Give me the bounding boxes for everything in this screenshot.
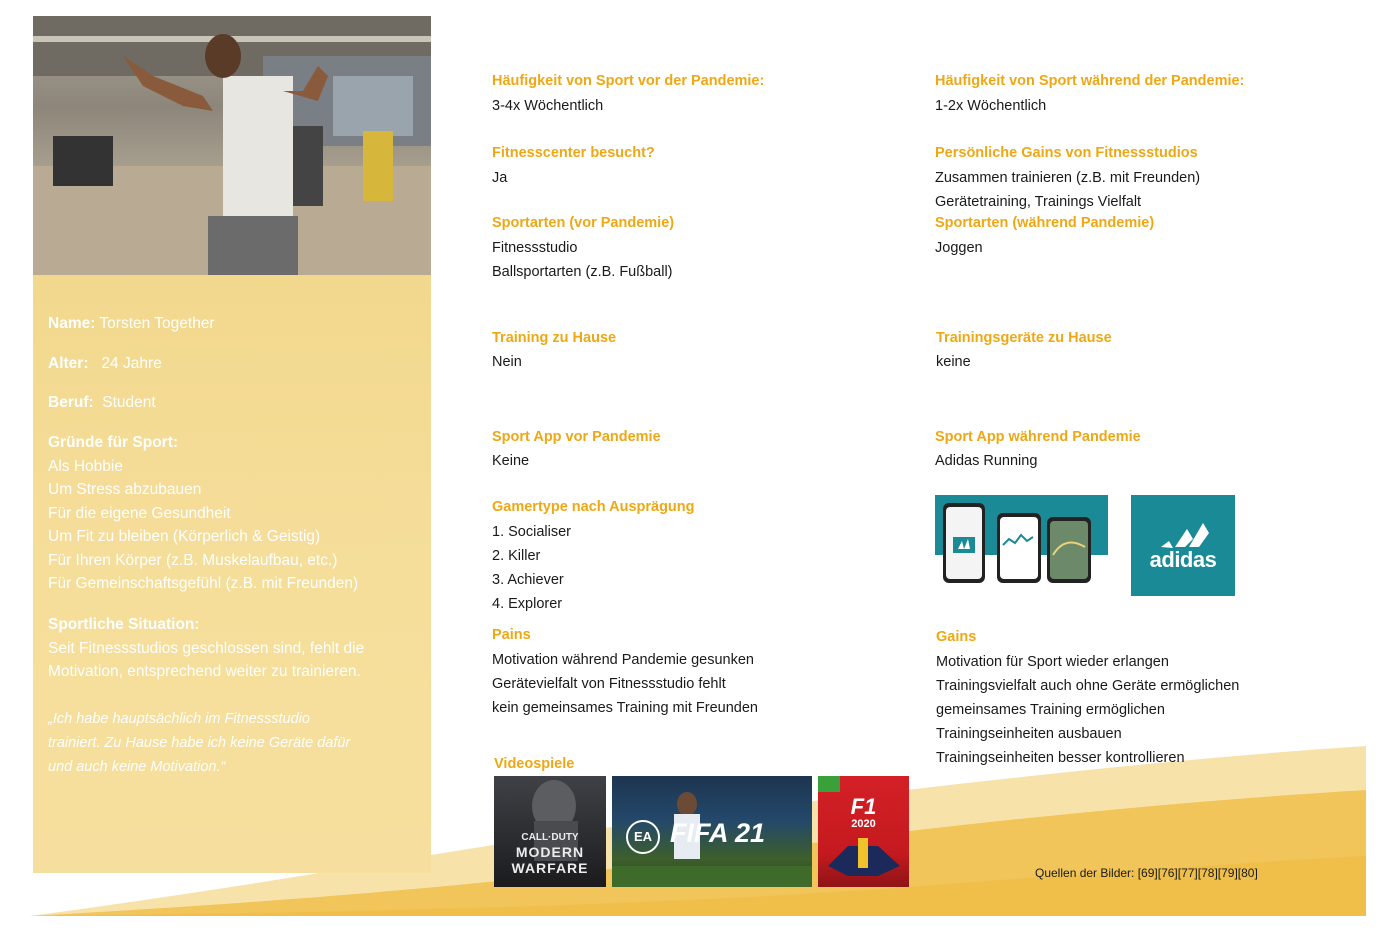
home-equipment-value: keine xyxy=(936,354,971,370)
gamertype-item: 2. Killer xyxy=(492,548,541,564)
gain-item: gemeinsames Training ermöglichen xyxy=(936,702,1165,718)
persona-age: Alter: 24 Jahre xyxy=(48,355,162,372)
freq-before-value: 3-4x Wöchentlich xyxy=(492,98,604,114)
app-during-value: Adidas Running xyxy=(935,453,1038,469)
freq-before-label: Häufigkeit von Sport vor der Pandemie: xyxy=(492,73,765,89)
fifa21-title: FIFA 21 xyxy=(670,818,766,848)
sports-during-value: Joggen xyxy=(935,240,983,256)
home-training-value: Nein xyxy=(492,354,522,370)
adidas-logo-text: adidas xyxy=(1149,547,1217,572)
gamertype-item: 4. Explorer xyxy=(492,596,563,612)
app-before-value: Keine xyxy=(492,453,530,469)
app-during-label: Sport App während Pandemie xyxy=(935,429,1141,445)
reason-item: Als Hobbie xyxy=(48,457,123,475)
image-sources: Quellen der Bilder: [69][76][77][78][79][80] xyxy=(1035,866,1258,880)
pains-label: Pains xyxy=(492,627,531,643)
adidas-app-screenshots xyxy=(935,495,1108,583)
reason-item: Für Ihren Körper (z.B. Muskelaufbau, etc.) xyxy=(48,551,338,569)
pains-values xyxy=(492,648,758,720)
gains-label: Gains xyxy=(936,629,977,645)
home-equipment-label: Trainingsgeräte zu Hause xyxy=(936,330,1112,346)
pain-item: Motivation während Pandemie gesunken xyxy=(492,652,754,668)
gain-item: Motivation für Sport wieder erlangen xyxy=(936,654,1169,670)
gamertype-item: 3. Achiever xyxy=(492,572,564,588)
gym-visited-value: Ja xyxy=(492,170,508,186)
gains-values xyxy=(936,650,1239,770)
freq-during-value: 1-2x Wöchentlich xyxy=(935,98,1047,114)
ea-logo: EA xyxy=(626,820,660,854)
gain-item: Trainingseinheiten besser kontrollieren xyxy=(936,750,1185,766)
persona-panel xyxy=(33,275,431,873)
f1-2020-cover: F1 2020 xyxy=(818,776,909,887)
fifa21-cover xyxy=(612,776,812,887)
reason-item: Für die eigene Gesundheit xyxy=(48,504,231,522)
gain-item: Trainingsvielfalt auch ohne Geräte ermöglichen xyxy=(936,678,1240,694)
reason-item: Für Gemeinschaftsgefühl (z.B. mit Freunden) xyxy=(48,575,359,592)
app-before-label: Sport App vor Pandemie xyxy=(492,429,661,445)
sports-during-label: Sportarten (während Pandemie) xyxy=(935,215,1155,231)
gamertype-item: 1. Socialiser xyxy=(492,524,571,540)
persona-reasons: Gründe für Sport: Als Hobbie Um Stress abzubauen Für die eigene Gesundheit Um Fit zu bleiben (Körperlich & Geistig) Für Ihren Körper (z.B. Muskelaufbau, etc.) Für Gemeinschaftsgefühl (z.B. mit Freunden) xyxy=(48,434,359,592)
pain-item: Gerätevielfalt von Fitnessstudio fehlt xyxy=(492,676,726,692)
sports-before-label: Sportarten (vor Pandemie) xyxy=(492,215,675,231)
persona-name: Name: Torsten Together xyxy=(48,315,215,332)
gym-visited-label: Fitnesscenter besucht? xyxy=(492,145,655,161)
persona-photo xyxy=(33,16,431,275)
gamertype-values xyxy=(492,520,571,616)
freq-during-label: Häufigkeit von Sport während der Pandemie: xyxy=(935,73,1245,89)
persona-situation: Sportliche Situation: Seit Fitnessstudios geschlossen sind, fehlt die Motivation, entsprechend weiter zu trainieren. xyxy=(48,616,365,680)
gym-gains-values: Zusammen trainieren (z.B. mit Freunden) Gerätetraining, Trainings Vielfalt xyxy=(935,170,1201,210)
home-training-label: Training zu Hause xyxy=(492,330,617,346)
persona-job: Beruf: Student xyxy=(48,394,156,411)
gamertype-label: Gamertype nach Ausprägung xyxy=(492,499,695,515)
cod-cover: CALL·DUTY MODERN WARFARE xyxy=(494,776,606,887)
gym-gains-label: Persönliche Gains von Fitnessstudios xyxy=(935,145,1198,161)
reason-item: Um Fit zu bleiben (Körperlich & Geistig) xyxy=(48,528,321,545)
reason-item: Um Stress abzubauen xyxy=(48,481,202,498)
videogames-label: Videospiele xyxy=(494,756,575,772)
sports-before-values: Fitnessstudio Ballsportarten (z.B. Fußball) xyxy=(492,240,673,280)
gain-item: Trainingseinheiten ausbauen xyxy=(936,726,1122,742)
persona-quote: „Ich habe hauptsächlich im Fitnessstudio trainiert. Zu Hause habe ich keine Geräte dafür und auch keine Motivation.“ xyxy=(48,711,351,775)
pain-item: kein gemeinsames Training mit Freunden xyxy=(492,700,758,716)
adidas-logo xyxy=(1131,495,1235,596)
